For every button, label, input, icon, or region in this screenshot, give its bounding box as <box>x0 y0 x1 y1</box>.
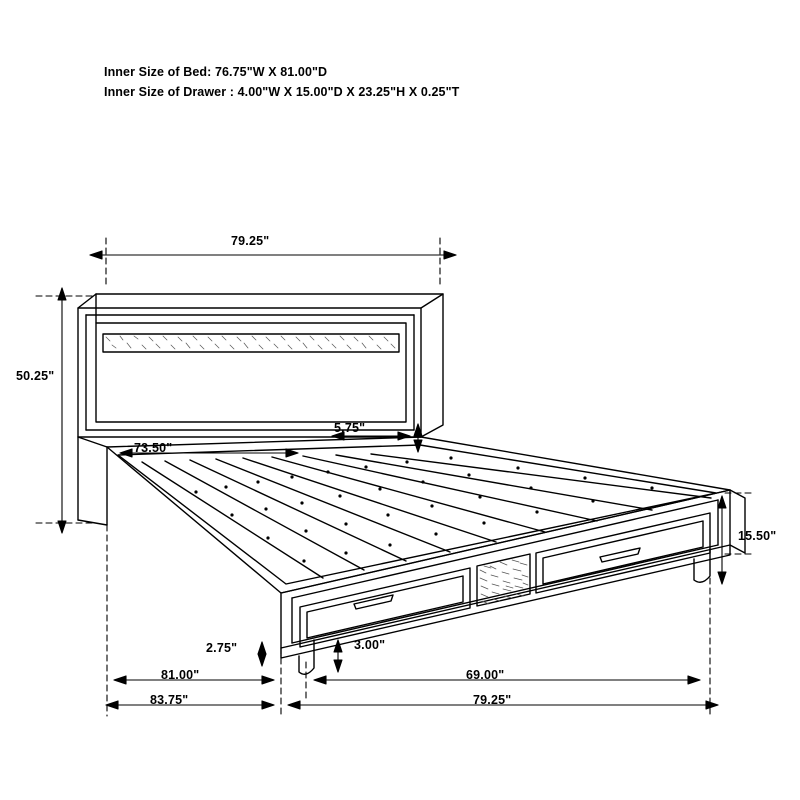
inner-size-bed-note: Inner Size of Bed: 76.75"W X 81.00"D <box>104 65 328 79</box>
dim-headboard-height: 50.25" <box>16 369 55 383</box>
headboard-glitter-texture <box>106 336 395 349</box>
footboard-outline <box>281 490 745 658</box>
headboard-outline <box>78 294 443 437</box>
dim-footboard-base: 2.75" <box>206 641 238 655</box>
inner-size-drawer-note: Inner Size of Drawer : 4.00"W X 15.00"D X 23.25"H X 0.25"T <box>104 85 460 99</box>
dim-overall-width: 79.25" <box>473 693 512 707</box>
dim-drawer-front-width: 69.00" <box>466 668 505 682</box>
dim-headboard-inner-width: 73.50" <box>134 441 173 455</box>
dim-side-rail-length: 81.00" <box>161 668 200 682</box>
dim-rail-offset: 5.75" <box>334 421 366 435</box>
headboard-posts <box>78 294 107 525</box>
dim-overall-length: 83.75" <box>150 693 189 707</box>
dim-headboard-width: 79.25" <box>231 234 270 248</box>
dim-footboard-height: 15.50" <box>738 529 777 543</box>
dim-floor-clearance: 3.00" <box>354 638 386 652</box>
